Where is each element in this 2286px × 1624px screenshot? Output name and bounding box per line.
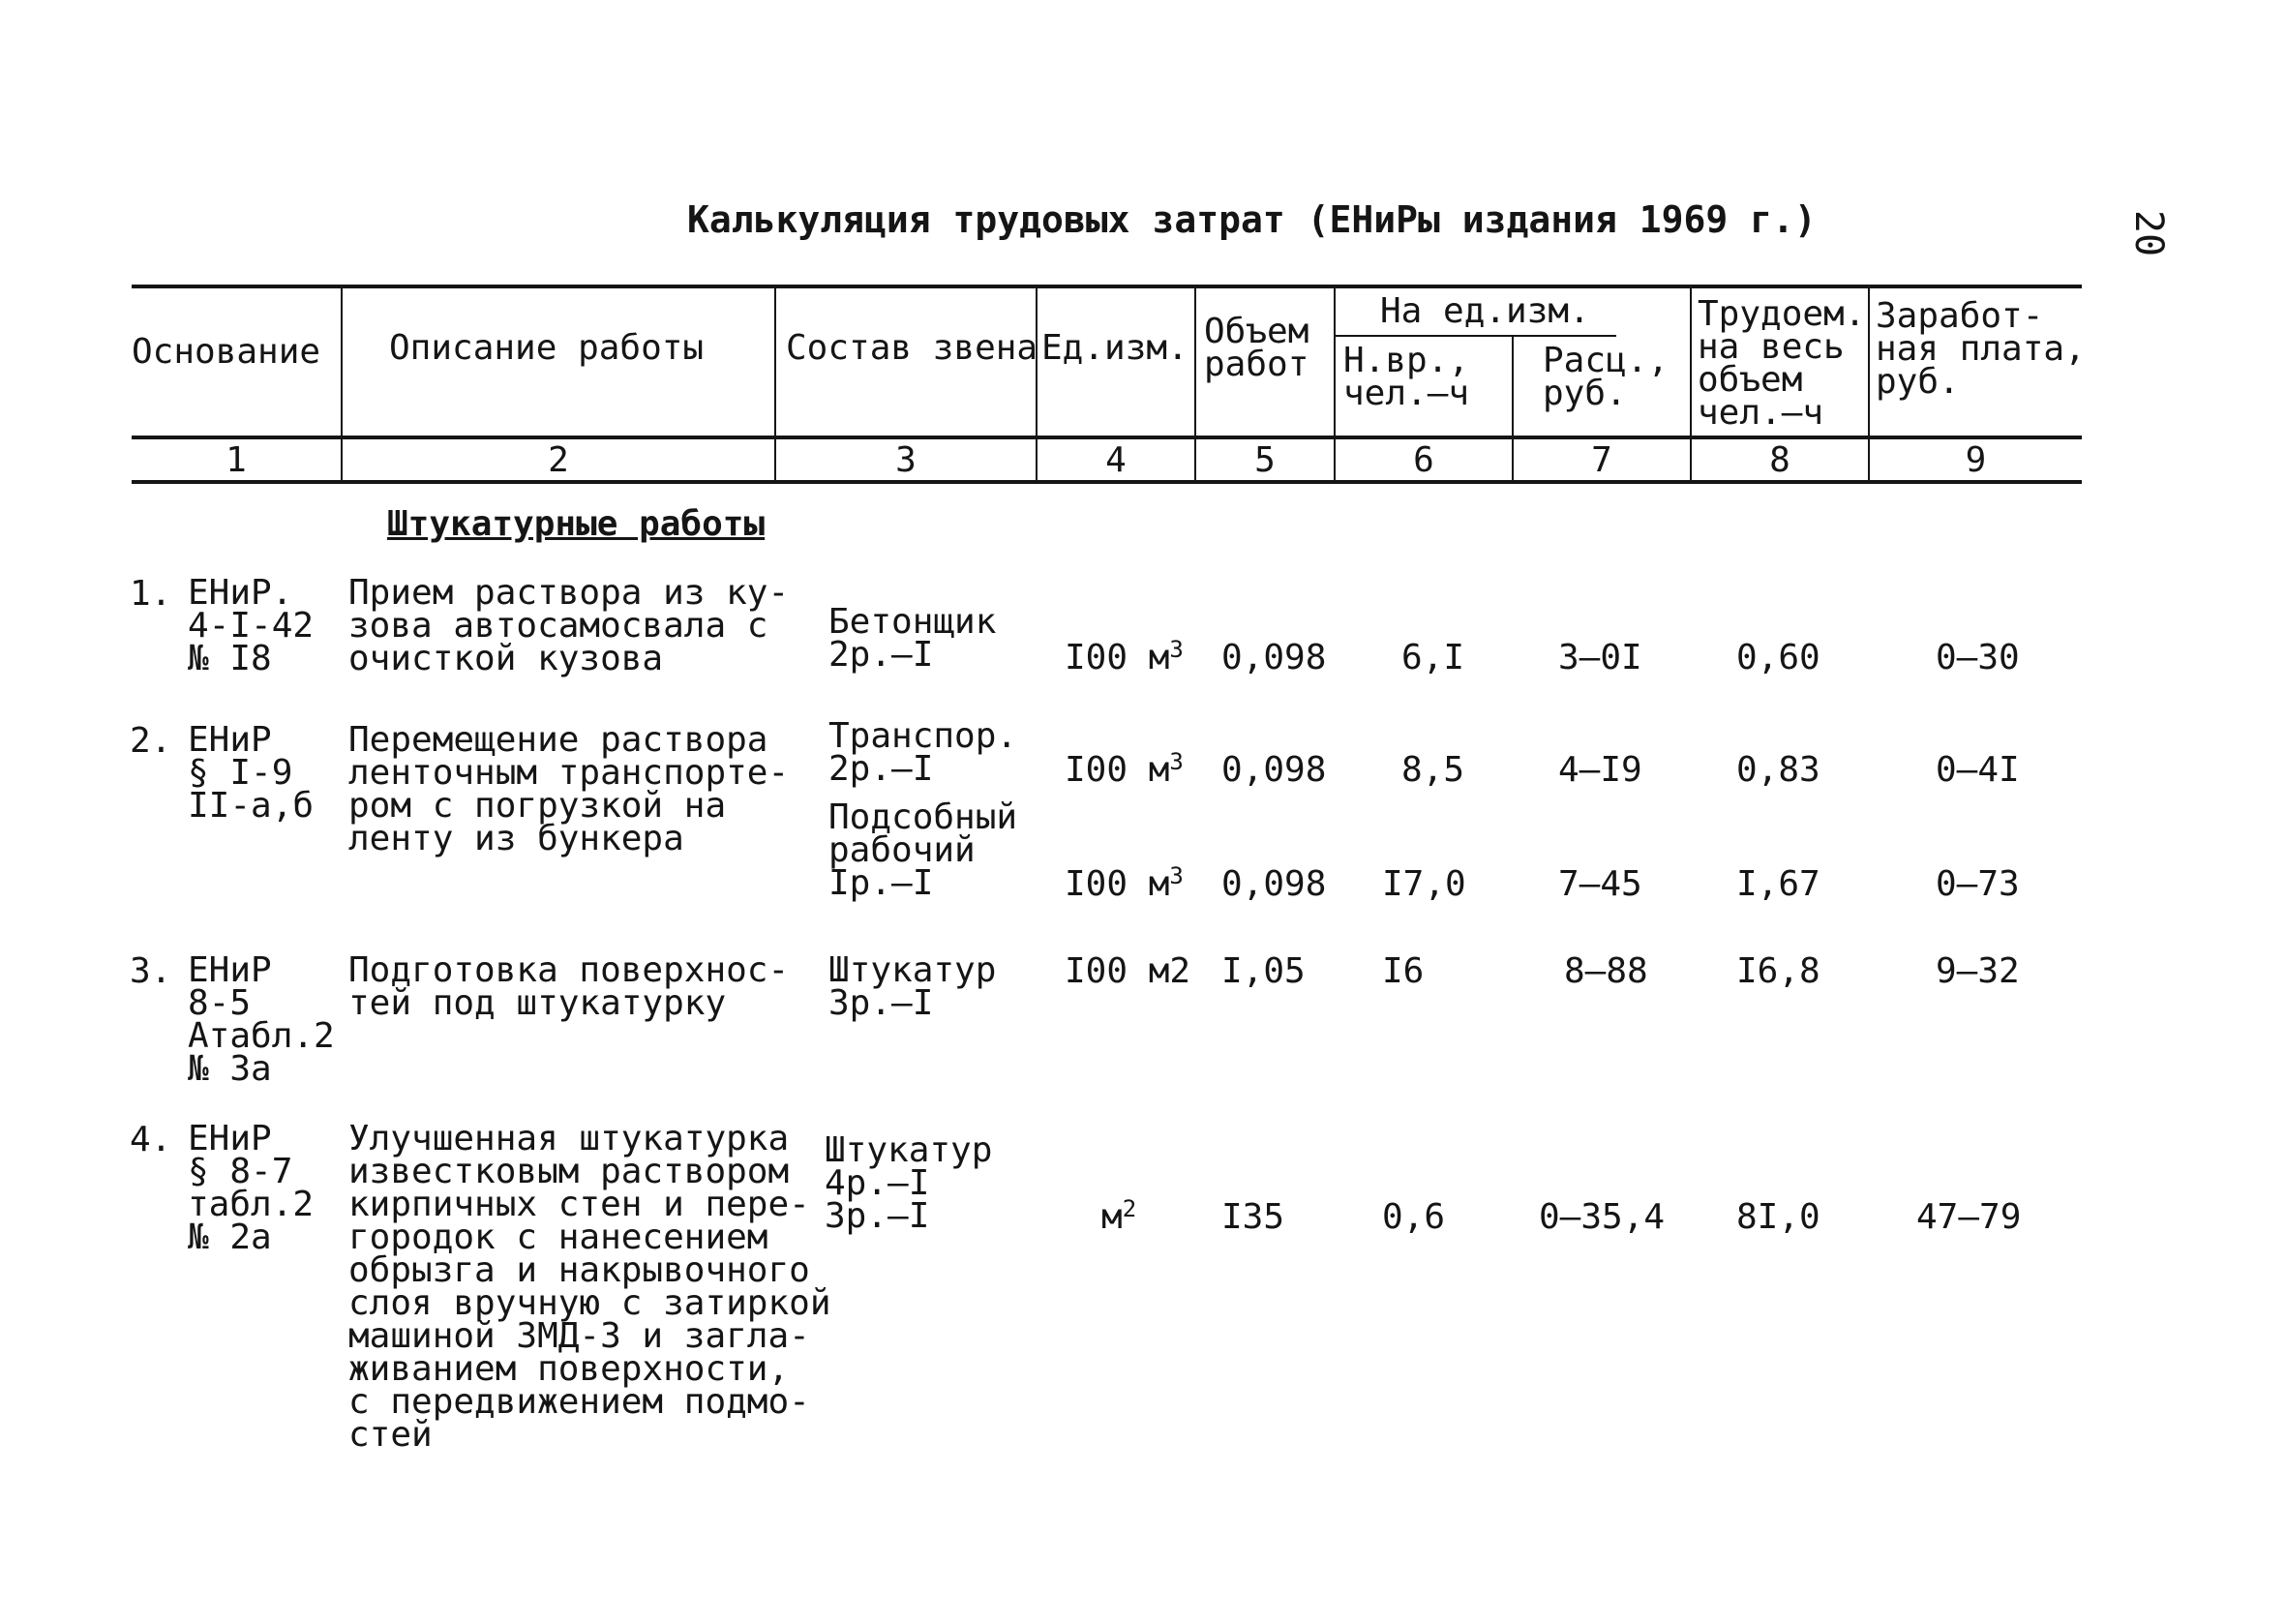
row-unit: I00 $м^3$ bbox=[1065, 862, 1184, 904]
row-volume: 0,098 bbox=[1221, 750, 1327, 790]
row-unit: I00 $м^3$ bbox=[1065, 748, 1184, 790]
header-bottom-rule bbox=[132, 436, 2082, 439]
row-crew: Штукатур 3р.–I bbox=[828, 950, 997, 1023]
row-volume: I35 bbox=[1221, 1197, 1285, 1237]
header-wage: Заработ- ная плата, руб. bbox=[1876, 296, 2086, 402]
row-crew: Штукатур 4р.–I 3р.–I bbox=[825, 1130, 993, 1236]
row-rate: 0–35,4 bbox=[1539, 1197, 1666, 1237]
col-number-1: 1 bbox=[226, 440, 247, 480]
row-wage: 0–4I bbox=[1936, 750, 2020, 790]
row-labor: I6,8 bbox=[1736, 951, 1820, 991]
row-crew: Транспор. 2р.–I bbox=[828, 716, 1018, 789]
row-unit: I00 $м^3$ bbox=[1065, 636, 1184, 677]
row-labor: I,67 bbox=[1736, 864, 1820, 904]
row-number: 4. bbox=[130, 1120, 172, 1159]
row-crew: Подсобный рабочий Iр.–I bbox=[828, 797, 1018, 903]
col-number-7: 7 bbox=[1591, 440, 1612, 480]
row-norm-time: I6 bbox=[1382, 951, 1425, 991]
col-number-2: 2 bbox=[548, 440, 569, 480]
row-number: 3. bbox=[130, 951, 172, 991]
row-norm-time: I7,0 bbox=[1382, 864, 1466, 904]
row-wage: 47–79 bbox=[1916, 1197, 2022, 1237]
row-description: Улучшенная штукатурка известковым раствором кирпичных стен и пере- городок с нанесением обрызга и накрывочного слоя вручную с затиркой машиной ЗМД-3 и загла- живанием поверхности, с передвижением подмо- стей bbox=[348, 1119, 831, 1455]
group-underline bbox=[1336, 335, 1616, 337]
header-per-unit-group: На ед.изм. bbox=[1380, 291, 1590, 331]
row-description: Подготовка поверхнос- тей под штукатурку bbox=[348, 950, 790, 1023]
col-number-3: 3 bbox=[895, 440, 917, 480]
col-number-5: 5 bbox=[1254, 440, 1276, 480]
row-volume: I,05 bbox=[1221, 951, 1306, 991]
page-number: 20 bbox=[2126, 209, 2172, 257]
row-norm-time: 8,5 bbox=[1401, 750, 1465, 790]
row-rate: 7–45 bbox=[1558, 864, 1642, 904]
col-number-6: 6 bbox=[1413, 440, 1434, 480]
header-labor: Трудоем. на весь объем чел.–ч bbox=[1698, 294, 1866, 433]
row-wage: 0–30 bbox=[1936, 638, 2020, 677]
col-number-9: 9 bbox=[1965, 440, 1987, 480]
row-number: 1. bbox=[130, 574, 172, 614]
table-top-rule bbox=[132, 285, 2082, 288]
col-number-8: 8 bbox=[1769, 440, 1790, 480]
row-unit: I00 м2 bbox=[1065, 951, 1191, 991]
row-volume: 0,098 bbox=[1221, 638, 1327, 677]
document-title: Калькуляция трудовых затрат (ЕНиРы издания 1969 г.) bbox=[687, 198, 1817, 241]
row-wage: 0–73 bbox=[1936, 864, 2020, 904]
row-basis: ЕНиР. 4-I-42 № I8 bbox=[188, 573, 315, 678]
row-basis: ЕНиР 8-5 Атабл.2 № 3а bbox=[188, 950, 335, 1089]
row-labor: 8I,0 bbox=[1736, 1197, 1820, 1237]
row-unit: $м^2$ bbox=[1101, 1195, 1137, 1237]
row-rate: 4–I9 bbox=[1558, 750, 1642, 790]
row-rate: 3–0I bbox=[1558, 638, 1642, 677]
row-volume: 0,098 bbox=[1221, 864, 1327, 904]
row-labor: 0,60 bbox=[1736, 638, 1820, 677]
row-number: 2. bbox=[130, 721, 172, 761]
header-rate: Расц., руб. bbox=[1543, 341, 1669, 413]
row-basis: ЕНиР § 8-7 табл.2 № 2а bbox=[188, 1119, 315, 1257]
row-basis: ЕНиР § I-9 II-а,б bbox=[188, 720, 315, 826]
header-description: Описание работы bbox=[389, 328, 705, 368]
row-description: Прием раствора из ку- зова автосамосвала с очисткой кузова bbox=[348, 573, 790, 678]
header-unit: Ед.изм. bbox=[1041, 328, 1188, 368]
header-volume: Объем работ bbox=[1204, 312, 1309, 384]
row-labor: 0,83 bbox=[1736, 750, 1820, 790]
row-description: Перемещение раствора ленточным транспорте- ром с погрузкой на ленту из бункера bbox=[348, 720, 790, 858]
header-crew: Состав звена bbox=[786, 328, 1038, 368]
row-rate: 8–88 bbox=[1564, 951, 1648, 991]
row-crew: Бетонщик 2р.–I bbox=[828, 602, 997, 675]
section-title: Штукатурные работы bbox=[387, 504, 766, 544]
col-number-4: 4 bbox=[1105, 440, 1127, 480]
header-basis: Основание bbox=[132, 332, 321, 372]
row-norm-time: 6,I bbox=[1401, 638, 1465, 677]
numbers-bottom-rule bbox=[132, 480, 2082, 484]
row-wage: 9–32 bbox=[1936, 951, 2020, 991]
header-norm-time: Н.вр., чел.–ч bbox=[1343, 341, 1470, 413]
row-norm-time: 0,6 bbox=[1382, 1197, 1446, 1237]
